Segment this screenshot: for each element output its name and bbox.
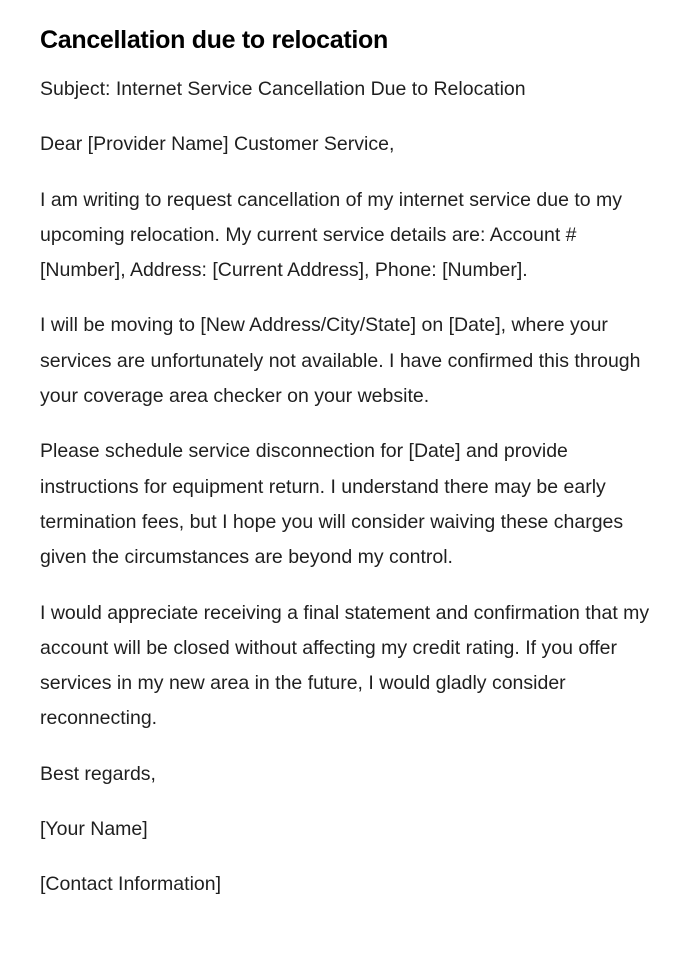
body-paragraph-3: Please schedule service disconnection for [Date] and provide instructions for equipment return. I understand there may be early termination fees, but I hope you will consider waiving these charges given the circumstances are beyond my control. bbox=[40, 440, 624, 569]
salutation: Dear [Provider Name] Customer Service, bbox=[40, 133, 395, 156]
body-paragraph-1: I am writing to request cancellation of my internet service due to my upcoming relocation. My current service details are: Account #[Number], Address: [Current Address], Phone: [Number]. bbox=[40, 188, 623, 282]
sender-contact: [Contact Information] bbox=[40, 873, 222, 896]
document-title: Cancellation due to relocation bbox=[40, 26, 388, 54]
subject-line: Subject: Internet Service Cancellation Due to Relocation bbox=[40, 78, 526, 100]
body-paragraph-2: I will be moving to [New Address/City/State] on [Date], where your services are unfortunately not available. I have confirmed this through your coverage area checker on your website. bbox=[40, 314, 641, 408]
sender-name: [Your Name] bbox=[40, 818, 148, 841]
closing-line: Best regards, bbox=[40, 762, 156, 785]
body-paragraph-4: I would appreciate receiving a final statement and confirmation that my account will be closed without affecting my credit rating. If you offer services in my new area in the future, I would gladly consider reconnecting. bbox=[40, 601, 650, 730]
